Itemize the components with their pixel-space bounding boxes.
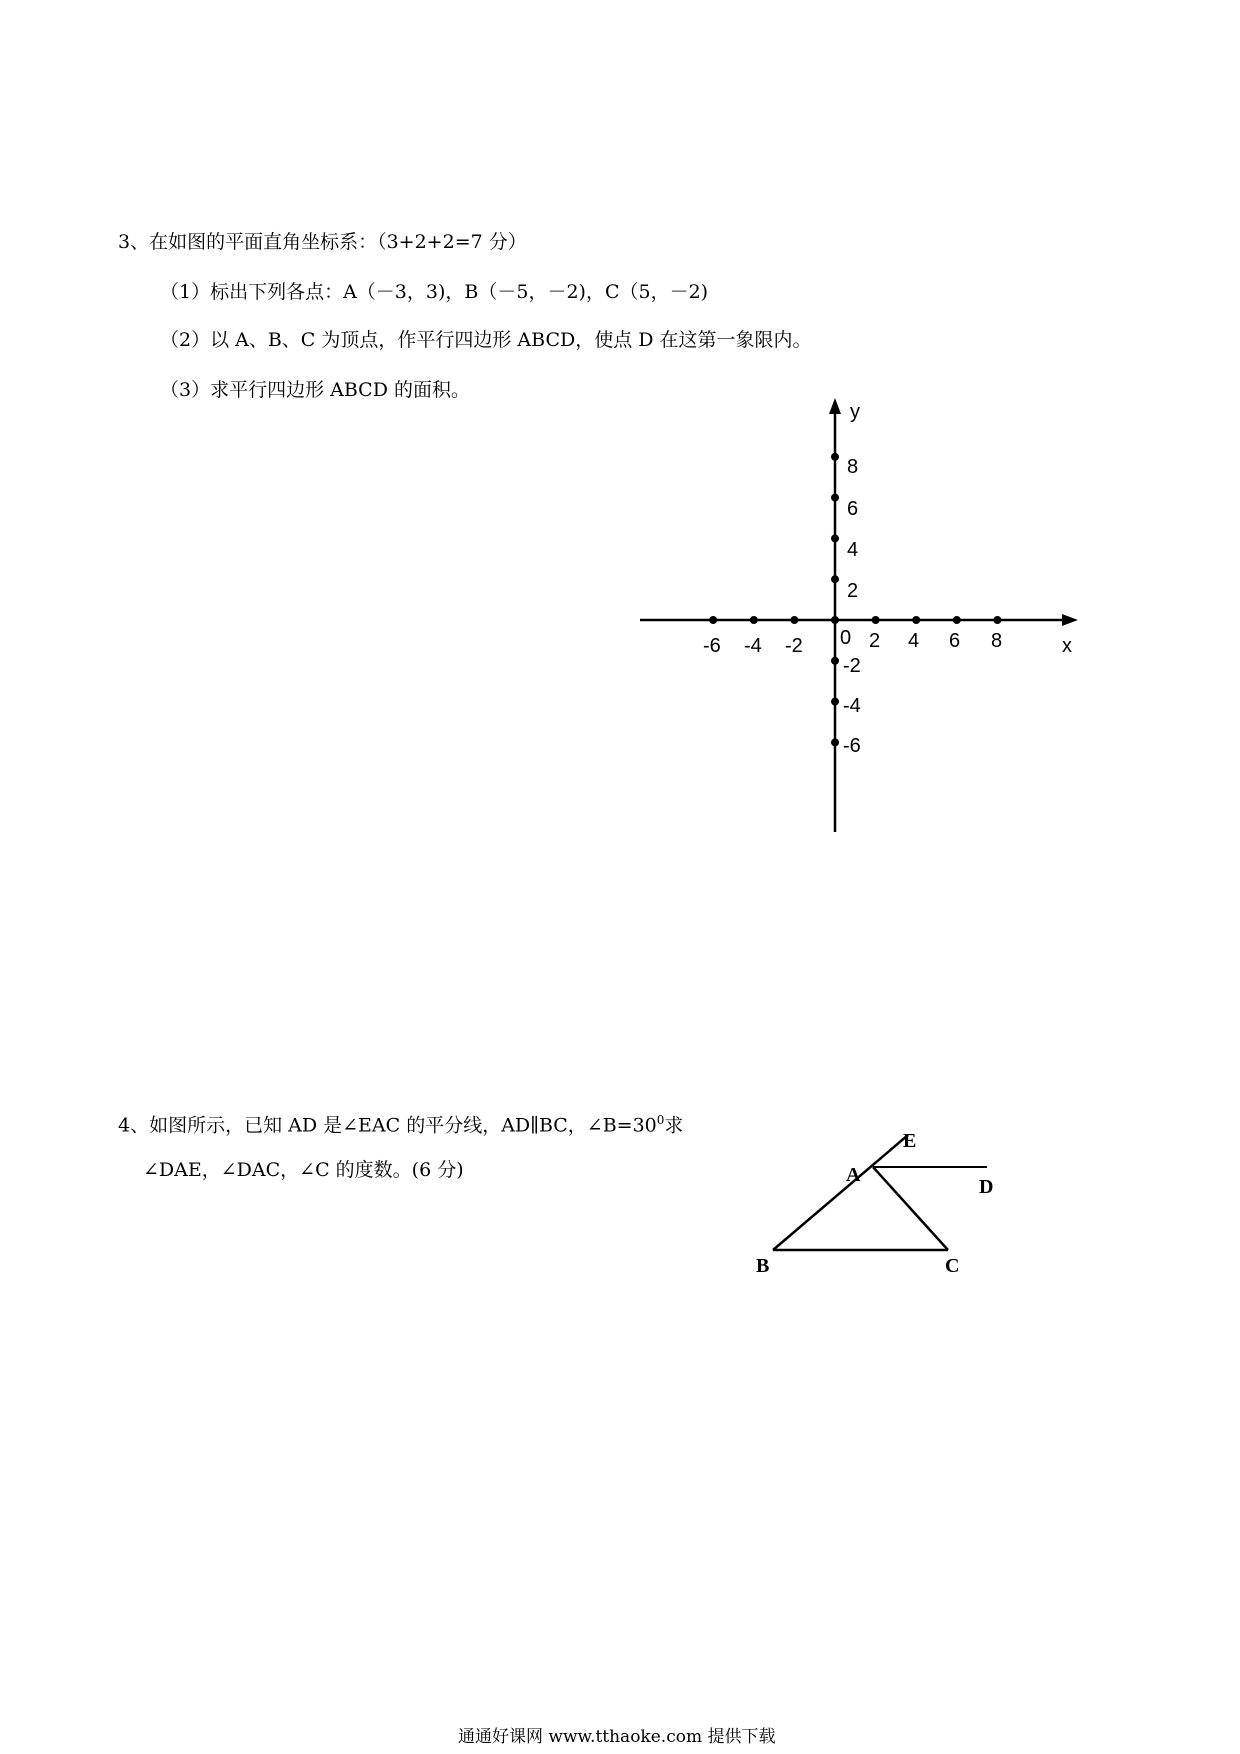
y-tick-label: -4 — [843, 695, 861, 717]
y-tick-label: 8 — [847, 456, 859, 478]
point-label-A: A — [846, 1164, 861, 1186]
y-tick-label: 2 — [847, 580, 859, 602]
x-tick-label: 2 — [869, 630, 881, 652]
point-label-E: E — [903, 1130, 917, 1152]
segment-AC — [873, 1167, 948, 1250]
x-axis-label: x — [1062, 635, 1072, 657]
degree-superscript: 0 — [656, 1113, 665, 1127]
x-tick-label: -2 — [785, 635, 803, 657]
x-tick-label: -4 — [744, 635, 762, 657]
q3-part2: （2）以 A、B、C 为顶点，作平行四边形 ABCD，使点 D 在这第一象限内。 — [160, 329, 812, 351]
q4-line2: ∠DAE，∠DAC，∠C 的度数。(6 分) — [143, 1159, 464, 1181]
x-tick-label: 4 — [908, 630, 920, 652]
origin-label: 0 — [840, 627, 852, 649]
point-label-C: C — [945, 1255, 960, 1277]
footer-text: 通通好课网 www.tthaoke.com 提供下载 — [458, 1727, 776, 1747]
q3-title: 3、在如图的平面直角坐标系：（3+2+2=7 分） — [118, 231, 527, 253]
q4-line1-text: 4、如图所示，已知 AD 是∠EAC 的平分线，AD∥BC，∠B=30 — [118, 1114, 657, 1137]
q4-line1-end: 求 — [664, 1114, 684, 1137]
x-tick-label: 8 — [991, 630, 1003, 652]
y-tick-label: 4 — [847, 539, 859, 561]
q3-part1: （1）标出下列各点：A（－3，3)，B（－5，－2)，C（5，－2) — [160, 281, 709, 303]
q3-part3: （3）求平行四边形 ABCD 的面积。 — [160, 379, 470, 401]
point-label-B: B — [756, 1255, 770, 1277]
y-tick-label: 6 — [847, 498, 859, 520]
x-tick-label: -6 — [703, 635, 721, 657]
y-axis-label: y — [850, 401, 860, 423]
x-tick-label: 6 — [949, 630, 961, 652]
y-tick-label: -2 — [843, 655, 861, 677]
segment-BA-extended — [773, 1135, 908, 1250]
point-label-D: D — [979, 1176, 994, 1198]
y-tick-label: -6 — [843, 735, 861, 757]
